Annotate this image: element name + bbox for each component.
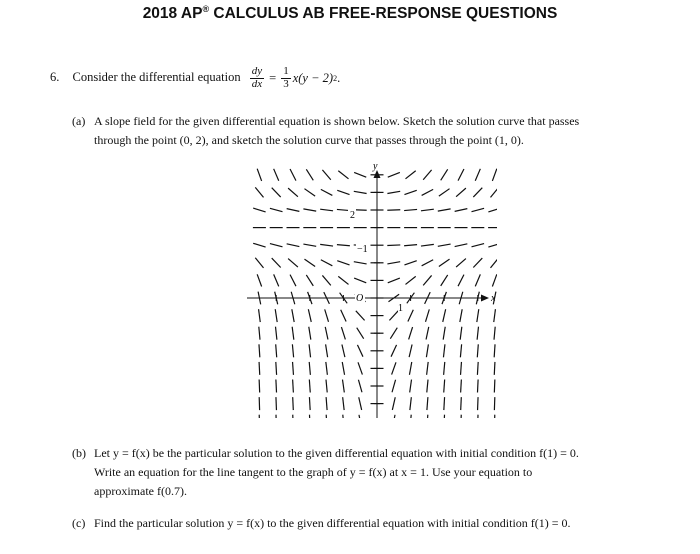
slope-segment <box>494 327 495 340</box>
slope-segment <box>404 261 416 265</box>
derivative-denominator: dx <box>251 77 263 90</box>
equation-rhs: x(y − 2) <box>292 70 334 85</box>
slope-segment <box>404 245 417 246</box>
slope-segment <box>393 415 395 418</box>
slope-segment <box>410 397 411 410</box>
slope-segment <box>304 189 315 196</box>
equation-end: . <box>337 70 341 85</box>
question-intro: Consider the differential equation <box>72 69 241 84</box>
slope-segment <box>357 328 364 339</box>
slope-segment <box>275 309 277 322</box>
slope-segment <box>341 310 346 322</box>
part-a-line-2: through the point (0, 2), and sketch the solution curve that passes through the point (1, 0). <box>94 133 524 147</box>
slope-segment <box>325 327 328 340</box>
slope-segment <box>320 244 333 246</box>
slope-segment <box>477 309 479 322</box>
slope-segment <box>387 262 400 264</box>
part-b <box>72 444 579 501</box>
slope-segment <box>326 362 328 375</box>
equals-sign: = <box>269 70 277 85</box>
y-tick-label-neg1: −1 <box>357 244 368 255</box>
slope-segment <box>472 244 485 247</box>
slope-segment <box>257 274 261 286</box>
slope-segment <box>325 309 329 321</box>
slope-segment <box>259 344 260 357</box>
slope-segment <box>460 327 462 340</box>
slope-segment <box>444 362 445 375</box>
slope-segment <box>303 244 316 246</box>
part-b-line-3: approximate f(0.7). <box>94 484 187 498</box>
slope-segment <box>444 415 445 418</box>
slope-segment <box>322 170 330 180</box>
slope-segment <box>461 362 462 375</box>
coefficient-denominator: 3 <box>283 77 289 90</box>
slope-segment <box>439 259 450 266</box>
differential-equation <box>248 66 340 90</box>
slope-segment <box>306 275 313 286</box>
slope-segment <box>389 311 398 321</box>
slope-segment <box>293 397 294 410</box>
slope-segment <box>270 208 283 211</box>
slope-segment <box>488 208 497 212</box>
slope-segment <box>259 327 260 340</box>
part-c-label: (c) <box>72 516 86 530</box>
slope-segment <box>490 187 497 197</box>
slope-segment <box>272 258 281 267</box>
slope-segment <box>309 327 311 340</box>
slope-segment <box>427 397 428 410</box>
slope-segment <box>357 345 363 357</box>
slope-segment <box>342 380 344 393</box>
slope-segment <box>292 309 294 322</box>
slope-segment <box>421 244 434 246</box>
slope-segment <box>290 169 296 181</box>
slope-segment <box>392 380 396 393</box>
slope-segment <box>494 362 495 375</box>
slope-segment <box>409 344 412 357</box>
slope-segment <box>461 397 462 410</box>
part-a <box>72 112 579 150</box>
slope-segment <box>309 397 310 410</box>
slope-segment <box>321 260 333 266</box>
slope-field-graph <box>247 160 497 418</box>
slope-segment <box>259 380 260 393</box>
slope-segment <box>458 169 464 181</box>
slope-segment <box>354 278 366 283</box>
slope-segment <box>255 258 263 268</box>
slope-segment <box>441 169 448 180</box>
slope-segment <box>354 191 367 193</box>
slope-segment <box>423 170 431 180</box>
equation-exponent: 2 <box>333 73 338 83</box>
slope-segment <box>320 209 333 211</box>
slope-segment <box>494 309 496 322</box>
slope-segment <box>410 415 411 418</box>
slope-segment <box>276 327 277 340</box>
slope-segment <box>422 260 434 266</box>
slope-segment <box>342 362 344 375</box>
slope-segment <box>306 169 313 180</box>
slope-segment <box>326 344 328 357</box>
slope-segment <box>426 327 429 340</box>
y-tick-label-2: 2 <box>350 210 355 221</box>
slope-segment <box>460 309 462 322</box>
slope-segment <box>387 210 400 211</box>
slope-segments <box>253 169 497 418</box>
part-b-label: (b) <box>72 446 86 460</box>
x-axis-arrow <box>481 295 489 302</box>
slope-segment <box>404 209 417 210</box>
slope-segment <box>421 209 434 211</box>
slope-segment <box>253 243 265 247</box>
slope-segment <box>255 187 263 197</box>
slope-segment <box>404 190 416 194</box>
slope-segment <box>276 380 277 393</box>
slope-segment <box>388 278 400 283</box>
slope-segment <box>326 415 327 418</box>
slope-segment <box>439 189 450 196</box>
slope-segment <box>475 169 480 181</box>
slope-segment <box>492 274 496 286</box>
part-a-label: (a) <box>72 114 86 128</box>
origin-label: O <box>356 293 364 304</box>
slope-segment <box>274 274 279 286</box>
question-number: 6. <box>50 69 60 84</box>
slope-segment <box>309 415 310 418</box>
slope-segment <box>456 188 466 197</box>
slope-segment <box>387 245 400 246</box>
question-6 <box>50 66 340 90</box>
slope-segment <box>259 309 261 322</box>
slope-segment <box>304 259 315 266</box>
slope-segment <box>309 380 310 393</box>
slope-segment <box>359 397 362 410</box>
slope-segment <box>259 362 260 375</box>
slope-segment <box>358 362 362 374</box>
slope-segment <box>321 189 333 195</box>
slope-segment <box>477 344 478 357</box>
slope-segment <box>326 380 327 393</box>
part-c <box>72 514 571 533</box>
slope-segment <box>392 362 396 374</box>
slope-segment <box>293 380 294 393</box>
slope-segment <box>444 380 445 393</box>
slope-segment <box>303 209 316 211</box>
slope-segment <box>287 209 300 212</box>
slope-segment <box>337 261 349 265</box>
slope-segment <box>423 275 431 285</box>
part-c-line-1: Find the particular solution y = f(x) to the given differential equation with initial condition f(1) = 0. <box>94 516 571 530</box>
registered-mark: ® <box>202 4 210 14</box>
slope-segment <box>441 275 448 286</box>
slope-segment <box>438 209 451 211</box>
x-tick-label-1: 1 <box>398 303 403 314</box>
slope-segment <box>359 415 361 418</box>
slope-segment <box>443 344 445 357</box>
slope-segment <box>276 362 277 375</box>
slope-segment <box>276 397 277 410</box>
slope-segment <box>309 362 310 375</box>
slope-segment <box>443 327 445 340</box>
slope-segment <box>354 262 367 264</box>
slope-segment <box>427 362 429 375</box>
slope-segment <box>443 309 446 322</box>
derivative-fraction <box>250 66 264 90</box>
slope-segment <box>427 415 428 418</box>
slope-segment <box>387 191 400 193</box>
slope-segment <box>287 244 300 247</box>
slope-segment <box>308 309 311 322</box>
header-title: CALCULUS AB FREE-RESPONSE QUESTIONS <box>209 5 558 23</box>
y-axis-label: y <box>373 161 378 172</box>
slope-segment <box>410 380 412 393</box>
slope-segment <box>337 209 350 210</box>
slope-segment <box>293 415 294 418</box>
slope-segment <box>438 244 451 246</box>
slope-segment <box>472 208 485 211</box>
slope-segment <box>274 169 279 181</box>
slope-segment <box>337 245 350 246</box>
slope-segment <box>477 380 478 393</box>
slope-segment <box>427 380 428 393</box>
derivative-numerator: dy <box>251 65 263 77</box>
slope-segment <box>422 189 434 195</box>
slope-segment <box>338 171 348 179</box>
slope-segment <box>444 397 445 410</box>
slope-segment <box>341 327 345 339</box>
coefficient-fraction <box>281 66 291 90</box>
slope-segment <box>288 259 298 268</box>
slope-segment <box>455 209 468 212</box>
slope-segment <box>409 327 413 339</box>
slope-segment <box>293 362 294 375</box>
header-year: 2018 AP <box>142 5 203 23</box>
slope-segment <box>356 311 365 321</box>
slope-segment <box>478 397 479 410</box>
slope-segment <box>475 274 480 286</box>
part-b-line-1: Let y = f(x) be the particular solution to the given differential equation with initial condition f(1) = 0. <box>94 446 579 460</box>
coefficient-numerator: 1 <box>283 65 289 77</box>
slope-segment <box>455 244 468 247</box>
slope-segment <box>458 275 464 287</box>
slope-segment <box>290 275 296 287</box>
slope-segment <box>388 172 400 177</box>
x-axis-label: x <box>491 293 496 304</box>
slope-segment <box>292 327 294 340</box>
slope-segment <box>253 208 265 212</box>
slope-segment <box>343 415 344 418</box>
slope-segment <box>326 397 327 410</box>
slope-segment <box>494 344 495 357</box>
slope-segment <box>342 344 345 357</box>
slope-segment <box>405 171 415 179</box>
part-a-line-1: A slope field for the given differential equation is shown below. Sketch the solution curve that passes <box>94 114 580 128</box>
slope-segment <box>494 380 495 393</box>
slope-segment <box>426 344 428 357</box>
slope-segment <box>408 310 413 322</box>
slope-segment <box>272 188 281 197</box>
slope-segment <box>477 362 478 375</box>
part-b-line-2: Write an equation for the line tangent to the graph of y = f(x) at x = 1. Use your equation to <box>94 465 533 479</box>
slope-segment <box>473 188 482 197</box>
slope-segment <box>405 276 415 284</box>
slope-segment <box>288 188 298 197</box>
slope-segment <box>461 380 462 393</box>
slope-segment <box>358 380 362 393</box>
slope-segment <box>456 259 466 268</box>
slope-segment <box>488 243 497 247</box>
slope-segment <box>490 258 497 268</box>
slope-segment <box>257 169 261 181</box>
slope-segment <box>426 309 430 321</box>
slope-segment <box>461 415 462 418</box>
slope-segment <box>409 362 411 375</box>
slope-segment <box>292 344 293 357</box>
slope-segment <box>322 275 330 285</box>
slope-segment <box>343 397 344 410</box>
slope-segment <box>337 190 349 194</box>
slope-segment <box>460 344 461 357</box>
slope-segment <box>391 345 397 357</box>
slope-segment <box>390 328 397 339</box>
slope-segment <box>276 344 277 357</box>
slope-segment <box>354 172 366 177</box>
slope-segment <box>392 397 395 410</box>
slope-segment <box>473 258 482 267</box>
slope-segment <box>270 244 283 247</box>
slope-segment <box>309 344 311 357</box>
slope-segment <box>492 169 496 181</box>
slope-segment <box>477 327 478 340</box>
page-header <box>0 4 700 23</box>
slope-segment <box>338 276 348 284</box>
